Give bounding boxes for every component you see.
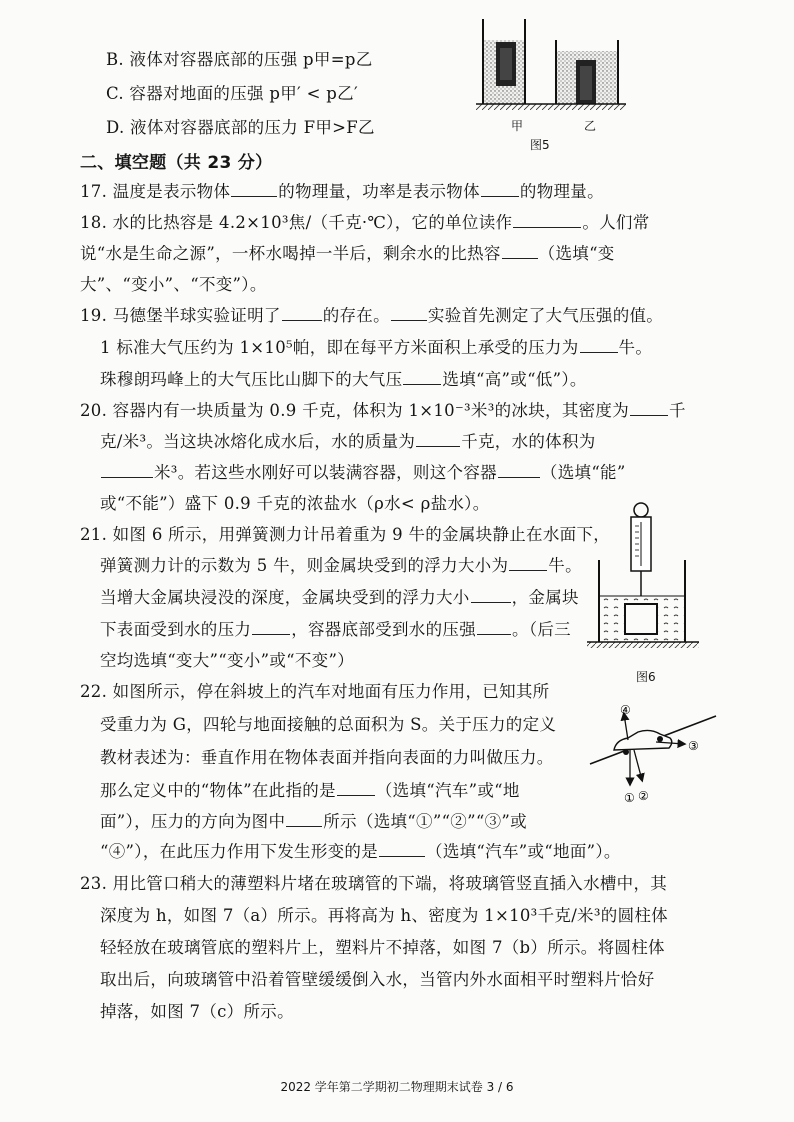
figure-5-caption: 图5 [530,138,550,152]
question-23-line-1: 23. 用比管口稍大的薄塑料片堵在玻璃管的下端，将玻璃管竖直插入水槽中，其 [80,874,668,893]
arrow-label-3: ③ [688,739,699,753]
figure-5-label-left: 甲 [511,119,524,133]
question-18-line-3: 大”、“变小”、“不变”）。 [80,275,267,294]
question-22-line-1: 22. 如图所示，停在斜坡上的汽车对地面有压力作用，已知其所 [80,682,550,701]
question-17: 17. 温度是表示物体 的物理量，功率是表示物体 的物理量。 [80,182,604,201]
question-20-line-2: 克/米³。当这块冰熔化成水后，水的质量为 千克，水的体积为 [100,432,596,451]
question-23-line-2: 深度为 h，如图 7（a）所示。再将高为 h、密度为 1×10³千克/米³的圆柱体 [100,906,668,925]
question-18-line-2: 说“水是生命之源”，一杯水喝掉一半后，剩余水的比热容 （选填“变 [80,244,615,263]
question-22-line-2: 受重力为 G，四轮与地面接触的总面积为 S。关于压力的定义 [100,715,557,734]
figure-car-on-slope [584,692,724,810]
question-21-line-1: 21. 如图 6 所示，用弹簧测力计吊着重为 9 牛的金属块静止在水面下， [80,525,611,544]
figure-6-spring-scale [583,500,718,662]
question-21-line-4: 下表面受到水的压力 ，容器底部受到水的压强 。（后三 [100,620,571,639]
question-22-line-3: 教材表述为：垂直作用在物体表面并指向表面的力叫做压力。 [100,748,554,767]
question-20-line-4: 或“不能”）盛下 0.9 千克的浓盐水（ρ水< ρ盐水）。 [100,494,490,513]
option-d: D. 液体对容器底部的压力 F甲>F乙 [106,118,375,137]
question-22-line-4: 那么定义中的“物体”在此指的是 （选填“汽车”或“地 [100,781,520,800]
question-19-line-3: 珠穆朗玛峰上的大气压比山脚下的大气压 选填“高”或“低”）。 [100,370,587,389]
question-20-line-1: 20. 容器内有一块质量为 0.9 千克，体积为 1×10⁻³米³的冰块，其密度为 千 [80,401,686,420]
question-23-line-3: 轻轻放在玻璃管底的塑料片上，塑料片不掉落，如图 7（b）所示。将圆柱体 [100,938,665,957]
question-19-line-2: 1 标准大气压约为 1×10⁵帕，即在每平方米面积上承受的压力为 牛。 [100,338,653,357]
arrow-label-2: ② [638,789,649,803]
page-footer: 2022 学年第二学期初二物理期末试卷 3 / 6 [280,1080,514,1094]
question-19-line-1: 19. 马德堡半球实验证明了 的存在。 实验首先测定了大气压强的值。 [80,306,664,325]
figure-6-caption: 图6 [636,670,656,684]
figure-5-containers [470,14,630,114]
question-22-line-6: “④”），在此压力作用下发生形变的是 （选填“汽车”或“地面”）。 [100,842,621,861]
question-23-line-4: 取出后，向玻璃管中沿着管壁缓缓倒入水，当管内外水面相平时塑料片恰好 [100,970,655,989]
question-18-line-1: 18. 水的比热容是 4.2×10³焦/（千克·℃），它的单位读作 。人们常 [80,213,650,232]
question-22-line-5: 面”），压力的方向为图中 所示（选填“①”“②”“③”或 [100,812,527,831]
arrow-label-4: ④ [620,703,631,717]
section-title: 二、填空题（共 23 分） [80,153,273,173]
figure-5-label-right: 乙 [584,119,597,133]
question-21-line-2: 弹簧测力计的示数为 5 牛，则金属块受到的浮力大小为 牛。 [100,556,582,575]
arrow-label-1: ① [624,791,635,805]
question-21-line-3: 当增大金属块浸没的深度，金属块受到的浮力大小 ，金属块 [100,588,579,607]
option-c: C. 容器对地面的压强 p甲′ < p乙′ [106,84,359,103]
question-23-line-5: 掉落，如图 7（c）所示。 [100,1002,294,1021]
option-b: B. 液体对容器底部的压强 p甲=p乙 [106,50,373,69]
question-21-line-5: 空均选填“变大”“变小”或“不变”） [100,651,355,670]
question-20-line-3: 米³。若这些水刚好可以装满容器，则这个容器 （选填“能” [100,459,626,483]
